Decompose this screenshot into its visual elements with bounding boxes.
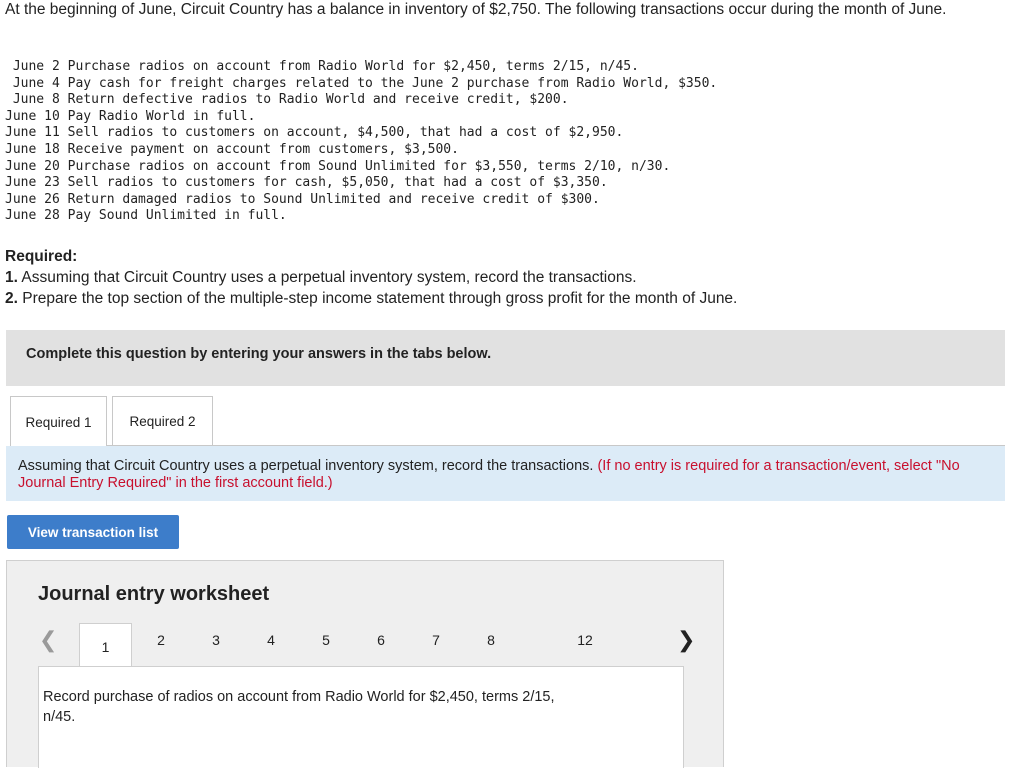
- required-heading: Required:: [5, 248, 78, 265]
- required-item-text: Prepare the top section of the multiple-step income statement through gross profit for the month of June.: [22, 290, 738, 307]
- problem-intro: At the beginning of June, Circuit Country has a balance in inventory of $2,750. The following transactions occur during the month of June.: [5, 1, 947, 18]
- page-tab-2[interactable]: 2: [157, 632, 165, 648]
- required-item-number: 2.: [5, 290, 18, 307]
- required-item-1: [5, 267, 737, 288]
- worksheet-pager: [7, 621, 723, 667]
- transaction-line: June 8 Return defective radios to Radio World and receive credit, $200.: [5, 92, 569, 108]
- tab-required-1[interactable]: Required 1: [10, 396, 107, 447]
- transaction-line: June 23 Sell radios to customers for cash, $5,050, that had a cost of $3,350.: [5, 175, 608, 191]
- transaction-line: June 4 Pay cash for freight charges related to the June 2 purchase from Radio World, $350.: [5, 75, 718, 91]
- page-tab-7[interactable]: 7: [432, 632, 440, 648]
- transaction-line: June 10 Pay Radio World in full.: [5, 108, 256, 124]
- chevron-left-icon[interactable]: ❮: [39, 627, 58, 652]
- chevron-right-icon[interactable]: ❯: [677, 627, 696, 652]
- required-item-2: [5, 288, 737, 309]
- page-tab-3[interactable]: 3: [212, 632, 220, 648]
- tab-instruction: [6, 446, 1005, 501]
- page-tab-1[interactable]: 1: [79, 623, 132, 667]
- entry-description: Record purchase of radios on account from Radio World for $2,450, terms 2/15, n/45.: [43, 689, 555, 725]
- tab-required-2[interactable]: Required 2: [112, 396, 213, 446]
- required-section: [5, 246, 737, 309]
- page-tab-5[interactable]: 5: [322, 632, 330, 648]
- page-tab-6[interactable]: 6: [377, 632, 385, 648]
- transaction-line: June 20 Purchase radios on account from Sound Unlimited for $3,550, terms 2/10, n/30.: [5, 158, 671, 174]
- instruction-text: Assuming that Circuit Country uses a perpetual inventory system, record the transactions.: [18, 458, 594, 474]
- journal-entry-worksheet: [6, 560, 724, 767]
- transaction-line: June 28 Pay Sound Unlimited in full.: [5, 208, 287, 224]
- view-transaction-list-button[interactable]: View transaction list: [7, 515, 179, 549]
- transaction-line: June 18 Receive payment on account from customers, $3,500.: [5, 141, 459, 157]
- worksheet-title: Journal entry worksheet: [38, 583, 270, 605]
- transaction-list: [5, 59, 717, 225]
- transaction-line: June 26 Return damaged radios to Sound Unlimited and receive credit of $300.: [5, 191, 600, 207]
- required-item-number: 1.: [5, 269, 18, 286]
- worksheet-entry-panel: [38, 666, 684, 768]
- required-item-text: Assuming that Circuit Country uses a perpetual inventory system, record the transactions.: [21, 269, 637, 286]
- page-tab-8[interactable]: 8: [487, 632, 495, 648]
- banner-text: Complete this question by entering your answers in the tabs below.: [26, 346, 492, 362]
- instruction-banner: [6, 330, 1005, 386]
- transaction-line: June 11 Sell radios to customers on account, $4,500, that had a cost of $2,950.: [5, 125, 624, 141]
- instruction-note: (If no entry is required for a transaction/event, select "No Journal Entry Required" in the first account field.): [18, 458, 960, 491]
- transaction-line: June 2 Purchase radios on account from Radio World for $2,450, terms 2/15, n/45.: [5, 59, 639, 74]
- page-tab-4[interactable]: 4: [267, 632, 275, 648]
- page-tab-12[interactable]: 12: [577, 632, 593, 648]
